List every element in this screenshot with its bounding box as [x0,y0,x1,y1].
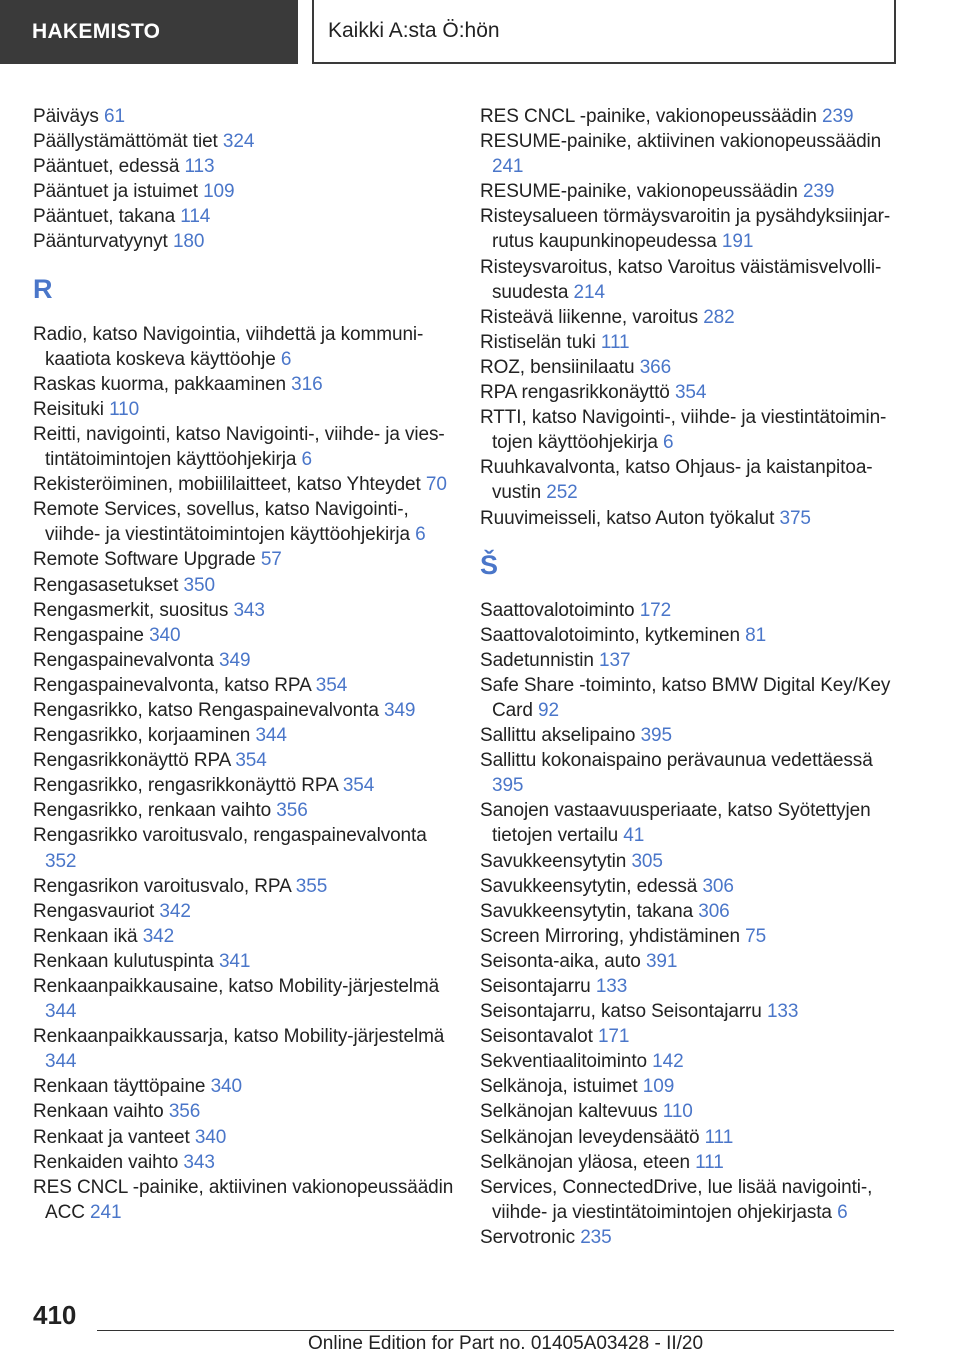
page-link[interactable]: 110 [662,1101,693,1123]
index-entry [480,899,900,924]
page-link[interactable]: 180 [172,231,205,253]
index-entry-text: Reisituki [33,398,104,420]
index-entry [33,1175,463,1225]
index-entry [480,949,900,974]
index-entry [480,999,900,1024]
page-link[interactable]: 81 [745,624,767,646]
page-link[interactable]: 356 [168,1101,201,1123]
index-entry-text: ROZ, bensiinilaatu [480,356,635,378]
index-entry-text: RESUME-painike, vakionopeussäädin [480,181,798,203]
footer-divider [97,1330,894,1331]
page-link[interactable]: 340 [149,624,181,646]
index-entry-text: Rengasasetukset [33,574,179,596]
page-link[interactable]: 366 [639,356,672,378]
index-entry-text: Savukkeensytytin, takana [480,900,694,922]
index-entry [480,849,900,874]
index-entry [33,397,463,422]
page-link[interactable]: 356 [276,800,308,822]
page-link[interactable]: 354 [315,674,348,696]
index-entry-text: Renkaan täyttöpaine [33,1076,206,1098]
index-entry-text: Renkaan ikä [33,925,138,947]
index-entry-text: Renkaat ja vanteet [33,1126,190,1148]
page-link[interactable]: 92 [537,699,559,721]
page-link[interactable]: 214 [573,281,605,303]
index-entry-text: Saattovalotoiminto, kytkeminen [480,624,740,646]
page-link[interactable]: 340 [194,1126,227,1148]
index-entry-text: Rengasmerkit, suositus [33,599,229,621]
page-link[interactable]: 355 [295,875,328,897]
index-entry-text: Rengasrikko, rengasrikkonäyttö RPA [33,775,338,797]
index-entry [480,648,900,673]
page-link[interactable]: 395 [492,775,524,797]
entry-group-after [480,598,900,1250]
page-link[interactable]: 6 [663,432,674,454]
page-number: 410 [33,1300,77,1330]
index-letter-heading: R [33,273,53,304]
index-entry [480,1074,900,1099]
index-entry-text: Selkänojan yläosa, eteen [480,1151,690,1173]
edition-text: Online Edition for Part no. 01405A03428 - II/20 [308,1333,704,1354]
index-entry-text: Pääntuet, takana [33,206,176,228]
index-entry-text: Päiväys [33,106,99,127]
index-entry-text: Renkaan kulutuspinta [33,950,214,972]
index-entry [480,204,900,254]
page-link[interactable]: 354 [674,382,707,404]
index-entry [33,899,463,924]
page-link[interactable]: 191 [721,231,754,253]
index-entry [33,949,463,974]
index-entry [33,497,463,547]
page-link[interactable]: 241 [90,1201,122,1223]
index-entry [33,623,463,648]
index-entry [33,472,463,497]
index-entry-text: Sallittu akselipaino [480,725,636,747]
index-entry [480,405,900,455]
index-entry [480,355,900,380]
index-entry [480,1175,900,1225]
page-link[interactable]: 340 [210,1076,242,1098]
index-entry [480,1049,900,1074]
index-entry-text: RPA rengasrikkonäyttö [480,382,670,404]
index-entry-text: Rengaspaine [33,624,144,646]
index-entry-text: RTTI, katso Navigointi-, viihde- ja viestintätoimintojen käyttöohjekirja [480,407,887,454]
index-entry [33,1125,463,1150]
index-entry-text: Seisontajarru [480,976,591,997]
index-entry [480,179,900,204]
index-entry-text: Remote Services, sovellus, katso Navigointi-, viihde- ja viestintätoimintojen käyttöohjekirja [33,499,410,546]
page-link[interactable]: 239 [822,106,854,127]
index-entry [480,1150,900,1175]
index-entry [480,1024,900,1049]
index-entry [33,1074,463,1099]
index-entry-text: Seisontavalot [480,1026,593,1048]
index-entry [33,372,463,397]
page-link[interactable]: 252 [546,482,578,504]
index-entry [33,154,463,179]
index-entry-text: Selkänoja, istuimet [480,1076,638,1098]
index-entry [33,547,463,572]
index-entry-text: Pääntuet, edessä [33,156,180,178]
index-entry [480,255,900,305]
page-link[interactable]: 241 [492,156,524,178]
index-entry [33,673,463,698]
index-entry-text: Ristiselän tuki [480,331,596,353]
index-entry-text: RES CNCL -painike, aktiivinen vakionopeussäädin ACC [33,1176,454,1223]
index-entry-text: Rengasrikko, katso Rengaspainevalvonta [33,699,379,721]
index-entry [480,924,900,949]
index-entry-text: Risteysalueen törmäysvaroitin ja pysähdyksiinjarrutus kaupunkinopeudessa [480,206,891,253]
index-entry-text: Selkänojan kaltevuus [480,1101,658,1123]
index-entry-text: Reitti, navigointi, katso Navigointi-, viihde- ja viestintätoimintojen käyttöohjekirja [33,423,445,471]
index-entry [33,573,463,598]
page-link[interactable]: 172 [639,599,672,621]
index-entry-text: Päänturvatyynyt [33,231,168,253]
page-link[interactable]: 349 [384,699,416,721]
page-link[interactable]: 282 [703,306,735,328]
page-link[interactable]: 352 [45,850,77,872]
index-entry-text: Ruuvimeisseli, katso Auton työkalut [480,507,775,529]
index-column-left [33,104,463,1225]
index-entry [480,598,900,623]
index-entry-text: Renkaiden vaihto [33,1151,179,1173]
index-entry [33,648,463,673]
page-link[interactable]: 109 [642,1076,675,1098]
page-link[interactable]: 114 [180,206,211,228]
index-entry-text: Risteävä liikenne, varoitus [480,306,699,328]
chapter-title: Kaikki A:sta Ö:hön [312,0,896,64]
index-entry-text: Rengaspainevalvonta, katso RPA [33,674,311,696]
index-entry [480,748,900,798]
index-column-right [480,104,900,1250]
index-entry-text: Risteysvaroitus, katso Varoitus väistämisvelvollisuudesta [480,256,882,303]
index-entry [480,506,900,531]
page-link[interactable]: 375 [779,507,811,529]
index-entry-text: Selkänojan leveydensäätö [480,1126,700,1148]
index-entry [33,698,463,723]
page-link[interactable]: 61 [104,106,125,127]
index-entry-text: Rengaspainevalvonta [33,649,214,671]
page-link[interactable]: 113 [184,156,215,178]
index-entry [33,723,463,748]
page-link[interactable]: 341 [218,950,251,972]
page-link[interactable]: 41 [623,825,645,847]
index-entry-text: Seisontajarru, katso Seisontajarru [480,1001,762,1023]
page-link[interactable]: 110 [109,398,140,420]
index-entry-text: Savukkeensytytin [480,850,627,872]
index-entry [33,129,463,154]
index-entry [33,773,463,798]
index-entry [33,823,463,873]
index-entry-text: Rengasrikkonäyttö RPA [33,750,231,772]
index-entry-text: Sanojen vastaavuusperiaate, katso Syötettyjen tietojen vertailu [480,800,871,847]
index-entry [480,104,900,129]
index-entry-text: Saattovalotoiminto [480,599,635,621]
entry-group-before [480,104,900,531]
index-entry [33,422,463,472]
page-link[interactable]: 171 [597,1026,630,1048]
index-entry-text: Renkaanpaikkausaine, katso Mobility-järjestelmä [33,976,440,997]
index-entry-text: Rengasrikko varoitusvalo, rengaspainevalvonta [33,825,427,847]
index-entry [33,598,463,623]
index-entry [33,1024,463,1074]
index-entry-text: Rengasrikko, renkaan vaihto [33,800,272,822]
page-link[interactable]: 316 [291,373,323,395]
index-entry [33,179,463,204]
page-link[interactable]: 133 [595,976,628,997]
page-link[interactable]: 395 [640,725,672,747]
page-link[interactable]: 6 [415,524,426,546]
index-entry [480,305,900,330]
index-entry [480,623,900,648]
page-link[interactable]: 306 [702,875,734,897]
page-link[interactable]: 306 [698,900,730,922]
index-entry-text: Services, ConnectedDrive, lue lisää navigointi-, viihde- ja viestintätoimintojen ohjekirjasta [480,1176,873,1223]
page-link[interactable]: 75 [745,925,767,947]
index-entry-text: RES CNCL -painike, vakionopeussäädin [480,106,817,127]
index-letter-heading: Š [480,549,499,580]
page-link[interactable]: 324 [222,131,255,153]
page-header [0,0,960,66]
index-entry-text: Pääntuet ja istuimet [33,181,198,203]
page-link[interactable]: 354 [342,775,375,797]
page-link[interactable]: 350 [183,574,215,596]
page-link[interactable]: 391 [645,950,678,972]
index-entry [33,229,463,254]
index-entry [480,330,900,355]
index-entry [33,874,463,899]
index-entry [480,798,900,848]
page-link[interactable]: 342 [159,900,191,922]
index-entry-text: Rengasvauriot [33,900,155,922]
index-entry [33,204,463,229]
page-link[interactable]: 354 [235,750,267,772]
index-entry-text: Renkaan vaihto [33,1101,164,1123]
entry-group-before [33,104,463,255]
page-link[interactable]: 142 [652,1051,684,1073]
page-link[interactable]: 133 [766,1001,799,1023]
index-entry-text: Ruuhkavalvonta, katso Ohjaus- ja kaistanpitoavustin [480,457,873,504]
index-entry-text: Sadetunnistin [480,649,594,671]
index-entry [480,723,900,748]
index-entry [480,1125,900,1150]
page-link[interactable]: 344 [255,725,287,747]
index-entry [480,129,900,179]
index-entry [480,974,900,999]
index-entry-text: Servotronic [480,1226,575,1248]
index-entry-text: Sallittu kokonaispaino perävaunua vedettäessä [480,750,873,772]
index-entry [33,322,463,372]
page-link[interactable]: 6 [301,449,312,471]
index-entry-text: Radio, katso Navigointia, viihdettä ja kommunikaatiota koskeva käyttöohje [33,323,424,370]
entry-group-after [33,322,463,1225]
index-entry-text: Renkaanpaikkaussarja, katso Mobility-järjestelmä [33,1026,445,1048]
page-link[interactable]: 305 [631,850,663,872]
page-link[interactable]: 70 [425,474,447,496]
index-entry [480,455,900,505]
index-entry-text: Screen Mirroring, yhdistäminen [480,925,740,947]
index-entry-text: Päällystämättömät tiet [33,131,218,153]
section-tab[interactable]: HAKEMISTO [0,0,298,64]
page-link[interactable]: 111 [600,331,630,353]
index-entry [480,380,900,405]
index-entry-text: RESUME-painike, aktiivinen vakionopeussäädin [480,131,882,153]
page-link[interactable]: 239 [802,181,835,203]
page-link[interactable]: 57 [260,549,282,571]
page-link[interactable]: 343 [183,1151,215,1173]
page-link[interactable]: 6 [280,348,292,370]
page-link[interactable]: 235 [580,1226,612,1248]
index-entry [33,748,463,773]
page-link[interactable]: 349 [219,649,251,671]
index-entry [480,1225,900,1250]
index-entry [480,1099,900,1124]
page-link[interactable]: 111 [704,1126,734,1148]
index-entry-text: Remote Software Upgrade [33,549,256,571]
page-link[interactable]: 109 [203,181,235,203]
index-entry-text: Sekventiaalitoiminto [480,1051,647,1073]
page-link[interactable]: 343 [233,599,265,621]
index-entry [33,798,463,823]
page-link[interactable]: 342 [142,925,175,947]
index-entry [33,974,463,1024]
index-entry [480,673,900,723]
page-link[interactable]: 344 [45,1051,77,1073]
index-entry-text: Raskas kuorma, pakkaaminen [33,373,286,395]
page-link[interactable]: 6 [837,1201,848,1223]
index-entry [33,1150,463,1175]
page-link[interactable]: 344 [45,1001,77,1023]
page-link[interactable]: 111 [695,1151,724,1173]
index-entry-text: Safe Share -toiminto, katso BMW Digital Key/Key Card [480,674,891,721]
index-entry [33,104,463,129]
index-entry [480,874,900,899]
index-entry-text: Rengasrikon varoitusvalo, RPA [33,875,291,897]
index-entry-text: Savukkeensytytin, edessä [480,875,698,897]
index-entry-text: Seisonta-aika, auto [480,950,641,972]
page-link[interactable]: 137 [599,649,631,671]
index-entry [33,924,463,949]
index-entry-text: Rengasrikko, korjaaminen [33,725,251,747]
index-entry-text: Rekisteröiminen, mobiililaitteet, katso Yhteydet [33,474,421,496]
index-entry [33,1099,463,1124]
